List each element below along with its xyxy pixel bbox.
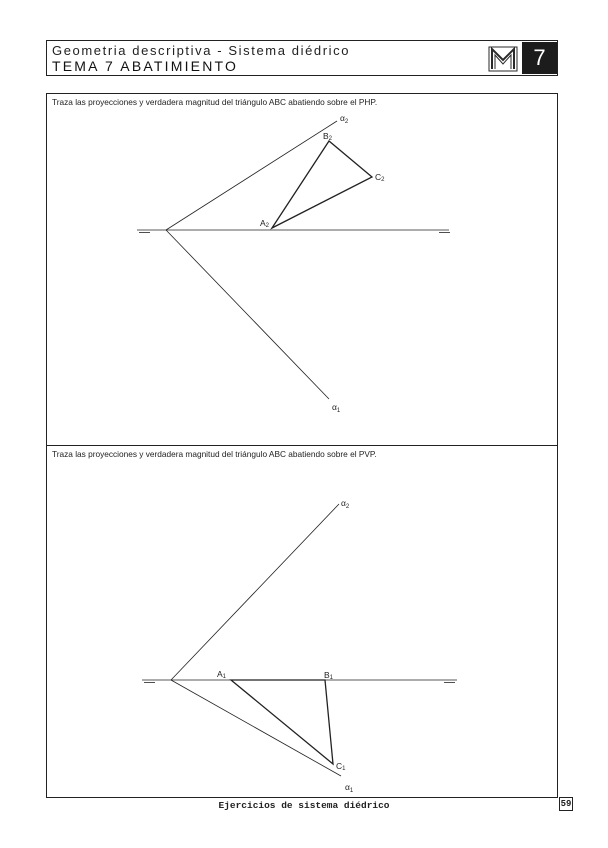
triangle-horizontal-projection — [231, 680, 333, 764]
footer-text: Ejercicios de sistema diédrico — [218, 800, 390, 811]
exercise-1-instruction: Traza las proyecciones y verdadera magnitud del triángulo ABC abatiendo sobre el PHP. — [52, 97, 378, 107]
horizontal-trace-alpha1 — [166, 230, 329, 399]
label-c1: C1 — [336, 761, 346, 772]
exercise-1-panel — [46, 93, 558, 446]
chapter-number-badge: 7 — [522, 42, 557, 74]
header-title: TEMA 7 ABATIMIENTO — [52, 58, 239, 74]
horizontal-trace-alpha1 — [171, 680, 341, 776]
label-b2: B2 — [323, 131, 333, 142]
label-alpha2: $\alpha_2$ — [341, 498, 350, 510]
label-c2: C2 — [375, 172, 385, 183]
label-alpha1: $\alpha_1$ — [345, 782, 354, 794]
vertical-trace-alpha2 — [166, 121, 337, 230]
publisher-logo-icon — [488, 46, 518, 72]
header-subtitle: Geometria descriptiva - Sistema diédrico — [52, 43, 351, 58]
exercise-2-panel — [46, 445, 558, 798]
label-b1: B1 — [324, 670, 334, 681]
label-a2: A2 — [260, 218, 270, 229]
triangle-vertical-projection — [272, 141, 372, 228]
label-a1: A1 — [217, 669, 227, 680]
vertical-trace-alpha2 — [171, 504, 339, 680]
label-alpha1: $\alpha_1$ — [332, 402, 341, 414]
page-header — [46, 40, 558, 76]
exercise-1-drawing — [47, 94, 559, 447]
label-alpha2: $\alpha_2$ — [340, 113, 349, 125]
exercise-2-instruction: Traza las proyecciones y verdadera magnitud del triángulo ABC abatiendo sobre el PVP. — [52, 449, 377, 459]
page-number: 59 — [560, 799, 572, 809]
exercise-2-drawing — [47, 446, 559, 799]
